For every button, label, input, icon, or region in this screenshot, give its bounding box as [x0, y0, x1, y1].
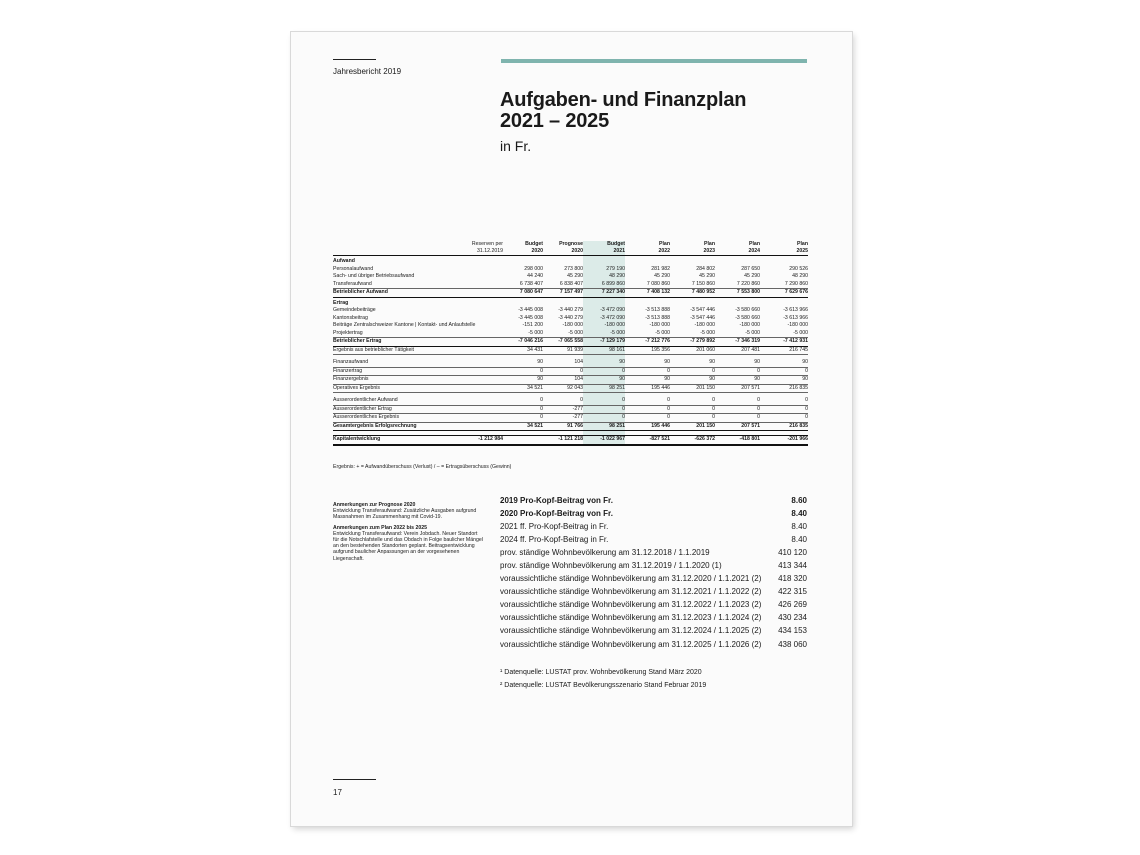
column-header-line: Plan: [749, 241, 760, 247]
table-cell: 7 553 800: [715, 289, 760, 298]
title-line-2: 2021 – 2025: [500, 110, 610, 132]
column-header-line: 2023: [703, 247, 715, 254]
report-page: [291, 32, 852, 826]
table-cell: 298 000: [524, 265, 543, 272]
column-header-line: Plan: [659, 241, 670, 247]
table-cell: -5 000: [715, 330, 760, 338]
table-cell: [461, 266, 503, 274]
table-cell: 195 446: [625, 384, 670, 393]
table-cell: [461, 273, 503, 281]
table-cell: [461, 359, 503, 367]
table-cell: -180 000: [649, 322, 670, 328]
table-cell: [583, 297, 625, 307]
column-header-line: Reserven per: [471, 241, 503, 247]
kpi-label: 2024 ff. Pro-Kopf-Beitrag in Fr.: [500, 535, 609, 545]
title-line-1: Aufgaben- und Finanzplan: [500, 89, 747, 111]
finance-plan-table: [333, 241, 808, 446]
table-cell: 7 157 497: [543, 289, 583, 298]
table-cell: -1 121 218: [543, 436, 583, 445]
table-cell: 6 899 860: [583, 281, 625, 289]
table-cell: 0: [715, 397, 760, 405]
table-cell: 0: [583, 405, 625, 414]
table-cell: 90: [583, 376, 625, 385]
table-cell: 207 571: [715, 422, 760, 431]
note-heading: Anmerkungen zur Prognose 2020: [333, 502, 416, 508]
table-row: [333, 376, 808, 385]
table-cell: -3 472 090: [583, 307, 625, 315]
table-cell: 0: [670, 414, 715, 423]
table-row: [333, 289, 808, 298]
table-cell: 273 800: [564, 265, 583, 272]
table-cell: 90: [715, 376, 760, 385]
table-cell: 279 190: [583, 266, 625, 274]
column-header-line: Budget: [607, 241, 625, 247]
column-header-line: 2020: [531, 247, 543, 254]
kpi-value: 8.40: [791, 535, 807, 545]
table-cell: [461, 376, 503, 385]
table-cell: 7 629 676: [760, 289, 808, 298]
table-cell: [670, 297, 715, 307]
table-row: [333, 436, 808, 445]
row-label: Ausserordentlicher Ertrag: [333, 405, 461, 414]
table-row: [333, 359, 808, 367]
kpi-value: 8.60: [791, 496, 807, 506]
table-cell: -626 372: [670, 436, 715, 445]
table-cell: 201 060: [670, 346, 715, 355]
table-cell: -277: [543, 414, 583, 423]
table-cell: [461, 346, 503, 355]
page-title: [500, 90, 746, 132]
kpi-row: [500, 572, 807, 585]
table-cell: -180 000: [739, 322, 760, 328]
table-cell: -5 000: [670, 330, 715, 338]
kpi-value: 413 344: [778, 561, 807, 571]
table-cell: 98 161: [583, 346, 625, 355]
row-label: Gemeindebeiträge: [333, 307, 376, 313]
kpi-value: 8.40: [791, 509, 807, 519]
table-cell: -180 000: [694, 322, 715, 328]
table-cell: 0: [503, 414, 543, 423]
table-cell: 6 838 407: [543, 281, 583, 289]
table-cell: -3 513 888: [645, 314, 670, 321]
row-label: Ausserordentliches Ergebnis: [333, 414, 461, 423]
kpi-label: voraussichtliche ständige Wohnbevölkerung am 31.12.2025 / 1.1.2026 (2): [500, 639, 762, 649]
kpi-row: [500, 611, 807, 624]
table-cell: -277: [543, 405, 583, 414]
table-cell: [760, 256, 808, 266]
table-cell: 7 227 340: [583, 289, 625, 298]
kpi-label: 2021 ff. Pro-Kopf-Beitrag in Fr.: [500, 522, 609, 532]
table-cell: -3 580 660: [735, 314, 760, 321]
table-row: [333, 367, 808, 376]
table-cell: [461, 307, 503, 315]
table-cell: 34 431: [503, 346, 543, 355]
table-cell: 6 738 407: [503, 281, 543, 289]
kpi-row: [500, 533, 807, 546]
table-cell: [625, 256, 670, 266]
table-cell: 98 251: [583, 422, 625, 431]
table-row: [333, 330, 808, 338]
table-cell: [461, 384, 503, 393]
table-cell: 7 220 860: [715, 281, 760, 289]
row-label: Kapitalentwicklung: [333, 436, 461, 445]
row-label: Finanzaufwand: [333, 359, 461, 367]
table-cell: 216 745: [760, 346, 808, 355]
table-cell: -7 046 216: [503, 338, 543, 347]
table-cell: 90: [503, 359, 543, 367]
table-cell: 0: [760, 414, 808, 423]
table-cell: 7 080 647: [503, 289, 543, 298]
table-cell: [503, 436, 543, 445]
table-row: [333, 384, 808, 393]
kpi-label: voraussichtliche ständige Wohnbevölkerung am 31.12.2024 / 1.1.2025 (2): [500, 626, 762, 636]
column-header-line: Plan: [704, 241, 715, 247]
table-cell: 90: [715, 359, 760, 367]
kpi-label: voraussichtliche ständige Wohnbevölkerung am 31.12.2023 / 1.1.2024 (2): [500, 613, 762, 623]
kpi-value: 434 153: [778, 626, 807, 636]
table-cell: [461, 315, 503, 323]
table-cell: [503, 297, 543, 307]
row-label: Ertrag: [333, 299, 349, 306]
table-cell: -5 000: [760, 330, 808, 338]
table-cell: 45 290: [654, 273, 670, 279]
kpi-row: [500, 638, 807, 651]
table-row: [333, 266, 808, 274]
table-cell: -3 613 966: [783, 314, 808, 321]
table-cell: -3 440 279: [558, 314, 583, 321]
data-sources: [500, 667, 706, 692]
row-label: Operatives Ergebnis: [333, 384, 461, 393]
accent-rule: [501, 59, 807, 63]
kpi-value: 418 320: [778, 574, 807, 584]
table-cell: 0: [625, 414, 670, 423]
table-cell: 195 446: [625, 422, 670, 431]
table-cell: -3 613 966: [783, 307, 808, 313]
table-cell: 0: [715, 367, 760, 376]
kpi-value: 8.40: [791, 522, 807, 532]
table-cell: -3 580 660: [735, 307, 760, 313]
table-cell: 34 521: [503, 422, 543, 431]
table-cell: -180 000: [562, 322, 583, 328]
table-row: [333, 307, 808, 315]
table-cell: -7 212 776: [625, 338, 670, 347]
kpi-value: 426 269: [778, 600, 807, 610]
column-header: [583, 241, 625, 256]
table-cell: -3 445 008: [518, 314, 543, 321]
table-cell: 216 835: [760, 422, 808, 431]
table-cell: [461, 338, 503, 347]
table-cell: 0: [670, 397, 715, 405]
table-cell: [670, 256, 715, 266]
table-cell: -180 000: [787, 322, 808, 328]
table-cell: 0: [625, 397, 670, 405]
table-cell: 287 650: [741, 265, 760, 272]
running-head: Jahresbericht 2019: [333, 67, 402, 76]
column-header: [760, 241, 808, 256]
table-cell: 91 939: [543, 346, 583, 355]
table-cell: 195 356: [625, 346, 670, 355]
table-cell: 0: [583, 414, 625, 423]
header-rule: [333, 59, 376, 60]
kpi-row: [500, 507, 807, 520]
row-label: Personalaufwand: [333, 265, 374, 272]
table-cell: [543, 256, 583, 266]
table-cell: 7 408 132: [625, 289, 670, 298]
table-cell: [461, 330, 503, 338]
row-label: Transferaufwand: [333, 281, 461, 289]
kpi-value: 410 120: [778, 548, 807, 558]
table-cell: -3 472 090: [583, 315, 625, 323]
table-cell: -3 445 008: [518, 307, 543, 313]
table-cell: [715, 297, 760, 307]
page-number: 17: [333, 788, 342, 797]
kpi-value: 438 060: [778, 639, 807, 649]
table-row: [333, 346, 808, 355]
table-cell: 45 290: [567, 273, 583, 279]
column-header-line: Budget: [525, 241, 543, 247]
kpi-value: 422 315: [778, 587, 807, 597]
row-label: Finanzertrag: [333, 367, 461, 376]
kpi-row: [500, 546, 807, 559]
column-header-line: 2021: [613, 247, 625, 254]
table-row: [333, 281, 808, 289]
table-row: [333, 422, 808, 431]
column-header-line: 31.12.2019: [477, 247, 503, 254]
table-cell: -180 000: [583, 322, 625, 330]
row-label: Gesamtergebnis Erfolgsrechnung: [333, 422, 461, 431]
kpi-label: 2019 Pro-Kopf-Beitrag von Fr.: [500, 496, 613, 506]
row-label: Betrieblicher Aufwand: [333, 289, 461, 298]
column-header-line: Prognose: [559, 241, 583, 247]
table-cell: -7 279 892: [670, 338, 715, 347]
table-cell: 0: [760, 397, 808, 405]
table-cell: 0: [503, 405, 543, 414]
column-header: [543, 241, 583, 256]
per-capita-table: [500, 494, 807, 651]
table-cell: [461, 397, 503, 405]
source-note: ² Datenquelle: LUSTAT Bevölkerungsszenario Stand Februar 2019: [500, 681, 707, 689]
table-cell: [461, 281, 503, 289]
table-cell: 45 290: [744, 273, 760, 279]
table-row: [333, 405, 808, 414]
table-row: [333, 315, 808, 323]
table-cell: [461, 367, 503, 376]
row-label: Sach- und übriger Betriebsaufwand: [333, 273, 415, 279]
table-cell: -5 000: [583, 330, 625, 338]
row-label: Beiträge Zentralschweizer Kantone | Kontakt- und Anlaufstelle: [333, 322, 476, 328]
table-cell: 0: [715, 405, 760, 414]
table-cell: 90: [760, 359, 808, 367]
table-cell: [760, 297, 808, 307]
column-header-line: 2020: [571, 247, 583, 254]
table-cell: 48 290: [583, 273, 625, 281]
table-cell: [583, 256, 625, 266]
kpi-label: voraussichtliche ständige Wohnbevölkerung am 31.12.2020 / 1.1.2021 (2): [500, 574, 762, 584]
kpi-row: [500, 585, 807, 598]
table-cell: [461, 256, 503, 266]
table-cell: -3 547 446: [690, 314, 715, 321]
table-cell: 7 150 860: [670, 281, 715, 289]
table-cell: 207 481: [715, 346, 760, 355]
table-cell: -1 212 984: [461, 436, 503, 445]
annotations: [333, 498, 483, 564]
column-header-line: 2022: [658, 247, 670, 254]
kpi-label: 2020 Pro-Kopf-Beitrag von Fr.: [500, 509, 613, 519]
row-label: Aufwand: [333, 258, 355, 264]
table-cell: [461, 422, 503, 431]
table-cell: -5 000: [625, 330, 670, 338]
table-cell: 0: [670, 405, 715, 414]
table-cell: -827 521: [625, 436, 670, 445]
table-cell: 201 150: [670, 384, 715, 393]
column-header-line: 2025: [796, 247, 808, 254]
table-cell: -201 966: [760, 436, 808, 445]
table-row: [333, 414, 808, 423]
table-cell: 7 080 860: [625, 281, 670, 289]
table-cell: 90: [625, 359, 670, 367]
table-cell: -151 200: [522, 322, 543, 328]
table-cell: 90: [503, 376, 543, 385]
table-cell: 7 480 952: [670, 289, 715, 298]
table-cell: 92 043: [543, 384, 583, 393]
table-cell: 0: [670, 367, 715, 376]
table-cell: 0: [625, 367, 670, 376]
row-label: Finanzergebnis: [333, 376, 461, 385]
kpi-label: voraussichtliche ständige Wohnbevölkerung am 31.12.2021 / 1.1.2022 (2): [500, 587, 762, 597]
table-cell: [461, 405, 503, 414]
source-note: ¹ Datenquelle: LUSTAT prov. Wohnbevölkerung Stand März 2020: [500, 669, 702, 676]
table-cell: 290 526: [789, 265, 808, 272]
row-label: Betrieblicher Ertrag: [333, 338, 461, 347]
kpi-row: [500, 494, 807, 507]
table-cell: [461, 414, 503, 423]
table-cell: -7 065 558: [543, 338, 583, 347]
table-cell: [461, 289, 503, 298]
column-header: [503, 241, 543, 256]
row-label: Ausserordentlicher Aufwand: [333, 397, 461, 405]
table-cell: 7 290 860: [760, 281, 808, 289]
column-header-line: Plan: [797, 241, 808, 247]
table-cell: 90: [583, 359, 625, 367]
table-row: [333, 297, 808, 307]
table-cell: 0: [715, 414, 760, 423]
column-header: [461, 241, 503, 256]
table-cell: 216 835: [760, 384, 808, 393]
kpi-value: 430 234: [778, 613, 807, 623]
table-cell: -5 000: [503, 330, 543, 338]
table-cell: [503, 256, 543, 266]
table-row: [333, 338, 808, 347]
column-header-line: 2024: [748, 247, 760, 254]
table-cell: 281 982: [651, 265, 670, 272]
table-cell: 0: [583, 397, 625, 405]
table-cell: [461, 297, 503, 307]
table-cell: 48 290: [792, 273, 808, 279]
kpi-label: prov. ständige Wohnbevölkerung am 31.12.2019 / 1.1.2020 (1): [500, 561, 722, 571]
table-row: [333, 273, 808, 281]
kpi-label: prov. ständige Wohnbevölkerung am 31.12.2018 / 1.1.2019: [500, 548, 710, 558]
table-cell: 45 290: [699, 273, 715, 279]
result-legend: Ergebnis: + = Aufwandüberschuss (Verlust) / – = Ertragsüberschuss (Gewinn): [333, 464, 512, 470]
kpi-row: [500, 624, 807, 637]
row-label: Ergebnis aus betrieblicher Tätigkeit: [333, 346, 461, 355]
table-cell: -3 547 446: [690, 307, 715, 313]
table-cell: 0: [503, 367, 543, 376]
table-cell: 284 802: [696, 265, 715, 272]
table-cell: 0: [760, 405, 808, 414]
table-cell: 0: [760, 367, 808, 376]
kpi-row: [500, 559, 807, 572]
table-header-row: [333, 241, 808, 256]
table-cell: 201 150: [670, 422, 715, 431]
table-cell: -1 022 967: [583, 436, 625, 445]
table-cell: 207 571: [715, 384, 760, 393]
kpi-row: [500, 520, 807, 533]
table-cell: 104: [543, 376, 583, 385]
table-cell: 0: [543, 367, 583, 376]
note-body: Entwicklung Transferaufwand: Verein Jobdach. Neuer Standort für die Notschlafstelle und das Obdach in Folge baulicher Mängel an den bestehenden Standorten geplant. Beitragsentwicklung aufgrund baulicher Anpassungen an der vorgesehenen Liegenschaft.: [333, 530, 483, 562]
table-cell: 0: [583, 367, 625, 376]
table-row: [333, 256, 808, 266]
table-cell: [715, 256, 760, 266]
row-label: Projektertrag: [333, 330, 461, 338]
kpi-label: voraussichtliche ständige Wohnbevölkerung am 31.12.2022 / 1.1.2023 (2): [500, 600, 762, 610]
column-header: [670, 241, 715, 256]
table-cell: [543, 297, 583, 307]
table-cell: -7 346 319: [715, 338, 760, 347]
table-cell: 0: [543, 397, 583, 405]
table-cell: -7 412 931: [760, 338, 808, 347]
table-cell: 90: [670, 376, 715, 385]
table-cell: 91 766: [543, 422, 583, 431]
table-row: [333, 397, 808, 405]
table-cell: 44 240: [527, 273, 543, 279]
kpi-row: [500, 598, 807, 611]
table-cell: 0: [503, 397, 543, 405]
note-heading: Anmerkungen zum Plan 2022 bis 2025: [333, 524, 427, 531]
table-cell: 90: [670, 359, 715, 367]
table-cell: 98 251: [583, 384, 625, 393]
column-header: [715, 241, 760, 256]
row-label: Kantonsbeitrag: [333, 314, 368, 321]
table-cell: 90: [760, 376, 808, 385]
table-cell: -418 801: [715, 436, 760, 445]
table-cell: 0: [625, 405, 670, 414]
note-body: Entwicklung Transferaufwand: Zusätzliche Ausgaben aufgrund Massnahmen im Zusammenhang mit Covid-19.: [333, 508, 477, 521]
table-cell: -7 129 179: [583, 338, 625, 347]
footer-rule: [333, 779, 376, 780]
table-row: [333, 322, 808, 330]
currency-unit: in Fr.: [500, 138, 532, 154]
table-cell: 104: [543, 359, 583, 367]
table-cell: -5 000: [543, 330, 583, 338]
table-cell: [625, 297, 670, 307]
table-cell: 34 521: [503, 384, 543, 393]
table-cell: -3 440 279: [558, 307, 583, 313]
table-cell: 90: [625, 376, 670, 385]
table-cell: -3 513 888: [645, 307, 670, 313]
column-header: [625, 241, 670, 256]
